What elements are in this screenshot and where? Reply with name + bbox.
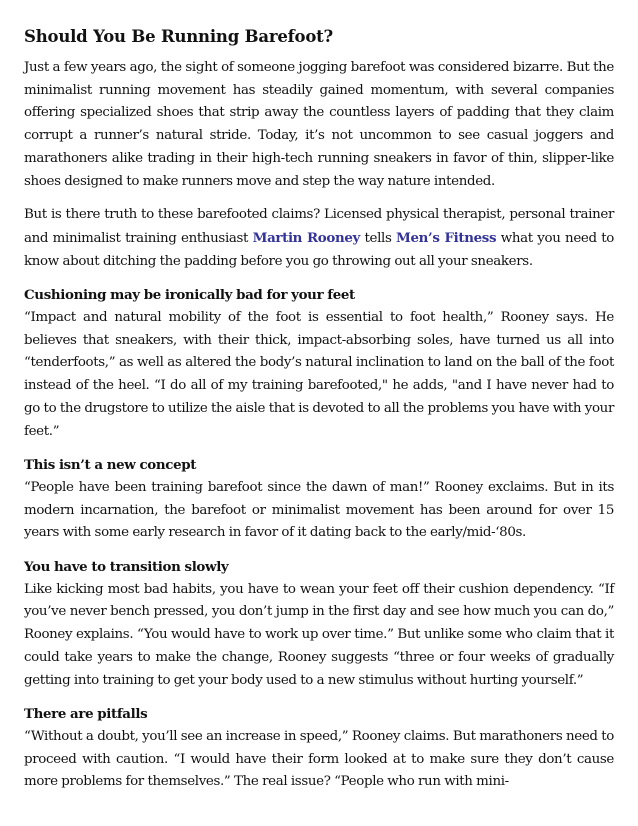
second-paragraph-text-b: tells [359, 230, 397, 246]
mens-fitness-link[interactable]: Men’s Fitness [396, 229, 497, 246]
section-new-concept [24, 454, 614, 545]
section-body: “Without a doubt, you’ll see an increase in speed,” Rooney claims. But marathoners need to proceed with caution. “I would have their form looked at to make sure they don’t cause more problems for themselves.” The real issue? “People who run with mini- [24, 728, 614, 790]
section-heading: This isn’t a new concept [24, 457, 197, 474]
section-heading: You have to transition slowly [24, 559, 229, 576]
section-body: Like kicking most bad habits, you have to wean your feet off their cushion dependency. “If you’ve never bench pressed, you don’t jump in the first day and see how much you can do,” Rooney explains. “You would have to work up over time.” But unlike some who claim that it could take years to make the change, Rooney suggests “three or four weeks of gradually getting into training to get your body used to a new stimulus without hurting yourself.” [24, 581, 614, 688]
article-title: Should You Be Running Barefoot? [24, 27, 334, 46]
section-pitfalls [24, 703, 614, 794]
section-body: “People have been training barefoot since the dawn of man!” Rooney exclaims. But in its modern incarnation, the barefoot or minimalist movement has been around for over 15 years with some early research in favor of it dating back to the early/mid-‘80s. [24, 479, 614, 541]
section-cushioning [24, 284, 614, 443]
martin-rooney-link[interactable]: Martin Rooney [252, 229, 360, 246]
section-body: “Impact and natural mobility of the foot is essential to foot health,” Rooney says. He believes that sneakers, with their thick, impact-absorbing soles, have turned us all into “tenderfoots,” as well as altered the body’s natural inclination to land on the ball of the foot instead of the heel. “I do all of my training barefooted," he adds, "and I have never had to go to the drugstore to utilize the aisle that is devoted to all the problems you have with your feet.” [24, 310, 614, 439]
intro-paragraph: Just a few years ago, the sight of someone jogging barefoot was considered bizarre. But the minimalist running movement has steadily gained momentum, with several companies offering specialized shoes that strip away the countless layers of padding that they claim corrupt a runner’s natural stride. Today, it’s not uncommon to see casual joggers and marathoners alike trading in their high-tech running sneakers in favor of thin, slipper-like shoes designed to make runners move and step the way nature intended. [24, 60, 614, 189]
document-page [24, 26, 614, 805]
section-transition [24, 556, 614, 692]
second-paragraph [24, 204, 614, 273]
section-heading: There are pitfalls [24, 706, 148, 723]
section-heading: Cushioning may be ironically bad for your feet [24, 287, 355, 304]
second-paragraph-text-a: But is there truth to these barefooted claims? Licensed physical therapist, personal trainer and minimalist training enthusiast [24, 207, 614, 246]
second-paragraph-text-c: what you need to know about ditching the padding before you go throwing out all your sneakers. [24, 230, 614, 269]
